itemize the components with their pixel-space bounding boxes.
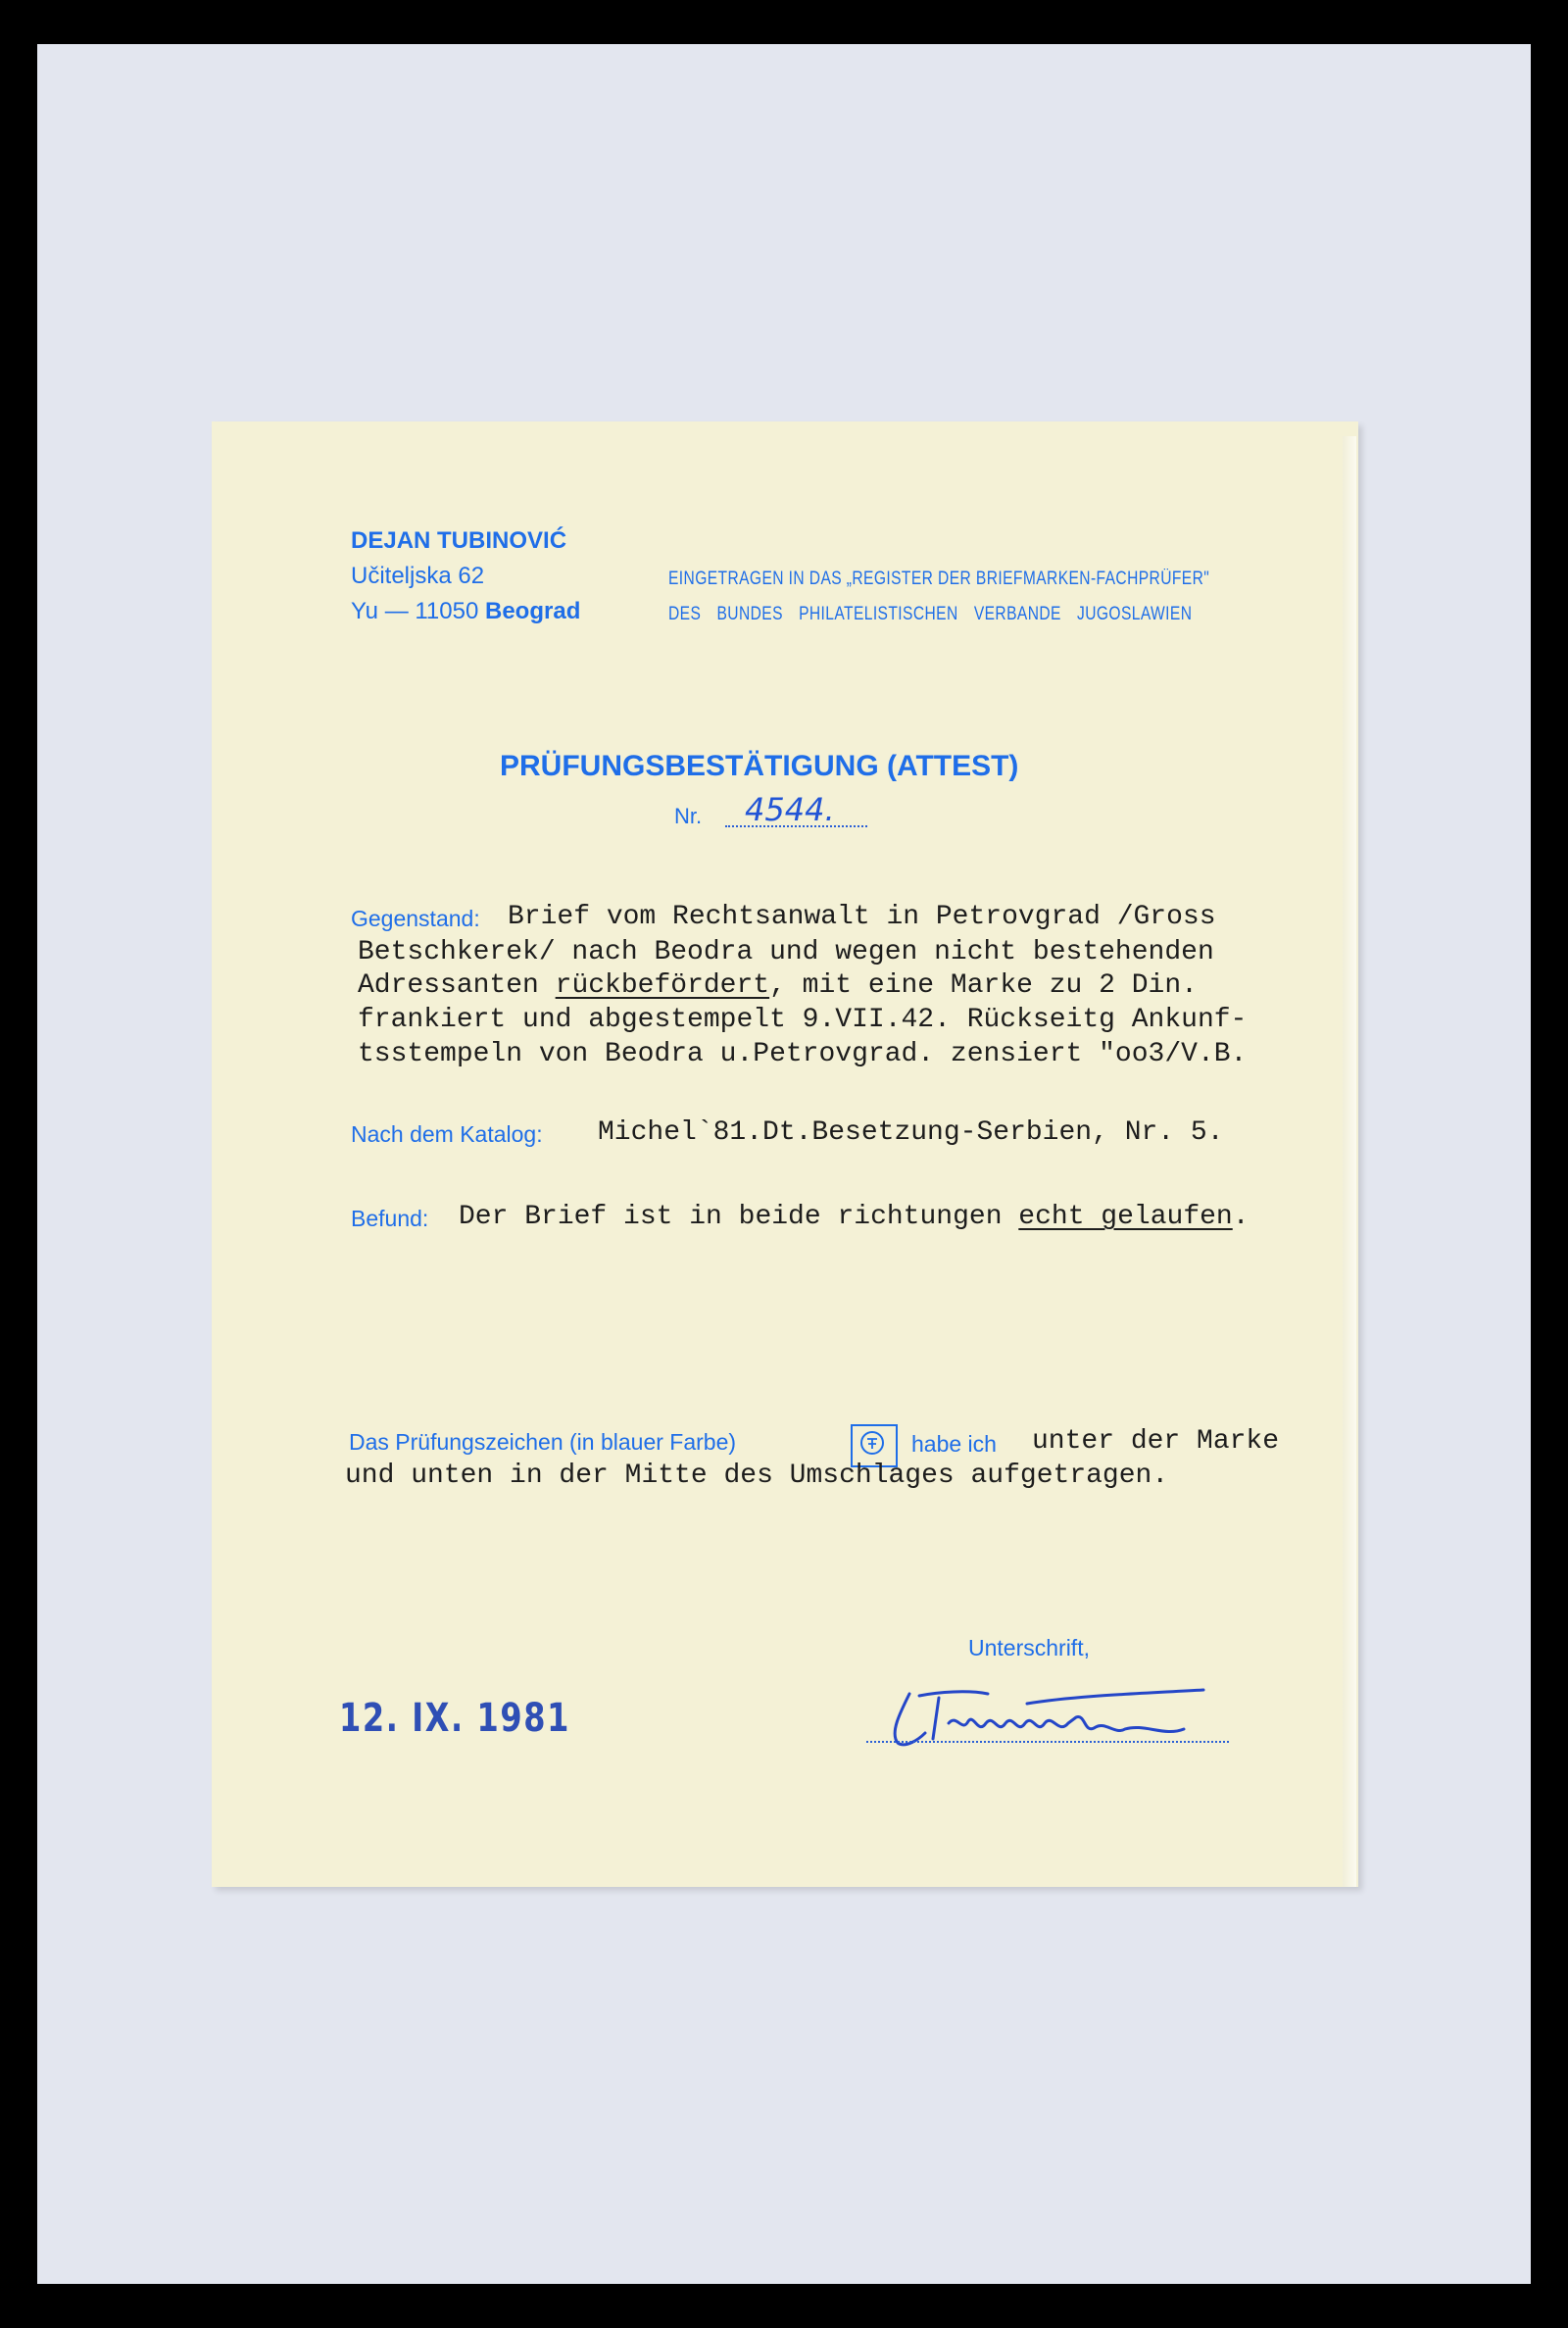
number-value: 4544. xyxy=(745,791,835,828)
expert-mark-icon xyxy=(859,1430,885,1456)
document-title: PRÜFUNGSBESTÄTIGUNG (ATTEST) xyxy=(500,750,1019,782)
subject-line-5: tsstempeln von Beodra u.Petrovgrad. zensiert "oo3/V.B. xyxy=(358,1039,1248,1069)
issuer-street: Učiteljska 62 xyxy=(351,563,485,589)
signature-label: Unterschrift, xyxy=(968,1635,1090,1660)
finding-underlined: echt gelaufen xyxy=(1018,1202,1233,1232)
signature-dotted-line xyxy=(866,1741,1229,1743)
sheet-edge xyxy=(1343,436,1356,1887)
finding-label: Befund: xyxy=(351,1206,429,1231)
issuer-city-prefix: Yu — 11050 xyxy=(351,598,485,624)
issuer-city xyxy=(351,598,580,625)
catalog-label: Nach dem Katalog: xyxy=(351,1121,543,1147)
subject-line-3 xyxy=(358,970,1198,1001)
issuer-city-name: Beograd xyxy=(485,598,581,624)
number-label: Nr. xyxy=(674,804,703,828)
subject-label: Gegenstand: xyxy=(351,906,480,931)
registry-line-2: DES BUNDES PHILATELISTISCHEN VERBANDE JUGOSLAWIEN xyxy=(668,604,1193,624)
date-stamp: 12. IX. 1981 xyxy=(339,1696,570,1741)
subject-line-3-post: , mit eine Marke zu 2 Din. xyxy=(769,970,1198,1001)
mark-text-1: unter der Marke xyxy=(1032,1426,1280,1457)
finding-post: . xyxy=(1232,1202,1250,1232)
subject-line-1: Brief vom Rechtsanwalt in Petrovgrad /Gross xyxy=(508,902,1216,932)
subject-line-3-pre: Adressanten xyxy=(358,970,556,1001)
number-dotted-line xyxy=(725,825,867,827)
subject-line-3-underlined: rückbefördert xyxy=(555,970,770,1001)
issuer-name: DEJAN TUBINOVIĆ xyxy=(351,527,567,554)
subject-line-2: Betschkerek/ nach Beodra und wegen nicht bestehenden xyxy=(358,937,1214,967)
mark-label: Das Prüfungszeichen (in blauer Farbe) xyxy=(349,1429,737,1455)
mark-habe-ich: habe ich xyxy=(911,1431,997,1457)
subject-line-4: frankiert und abgestempelt 9.VII.42. Rückseitg Ankunf- xyxy=(358,1005,1248,1035)
mark-text-2: und unten in der Mitte des Umschlages aufgetragen. xyxy=(345,1461,1169,1491)
finding-pre: Der Brief ist in beide richtungen xyxy=(459,1202,1019,1232)
finding-value xyxy=(459,1202,1250,1232)
catalog-value: Michel`81.Dt.Besetzung-Serbien, Nr. 5. xyxy=(598,1117,1224,1148)
certificate-sheet xyxy=(212,421,1358,1887)
registry-line-1: EINGETRAGEN IN DAS „REGISTER DER BRIEFMARKEN-FACHPRÜFER" xyxy=(668,569,1210,589)
